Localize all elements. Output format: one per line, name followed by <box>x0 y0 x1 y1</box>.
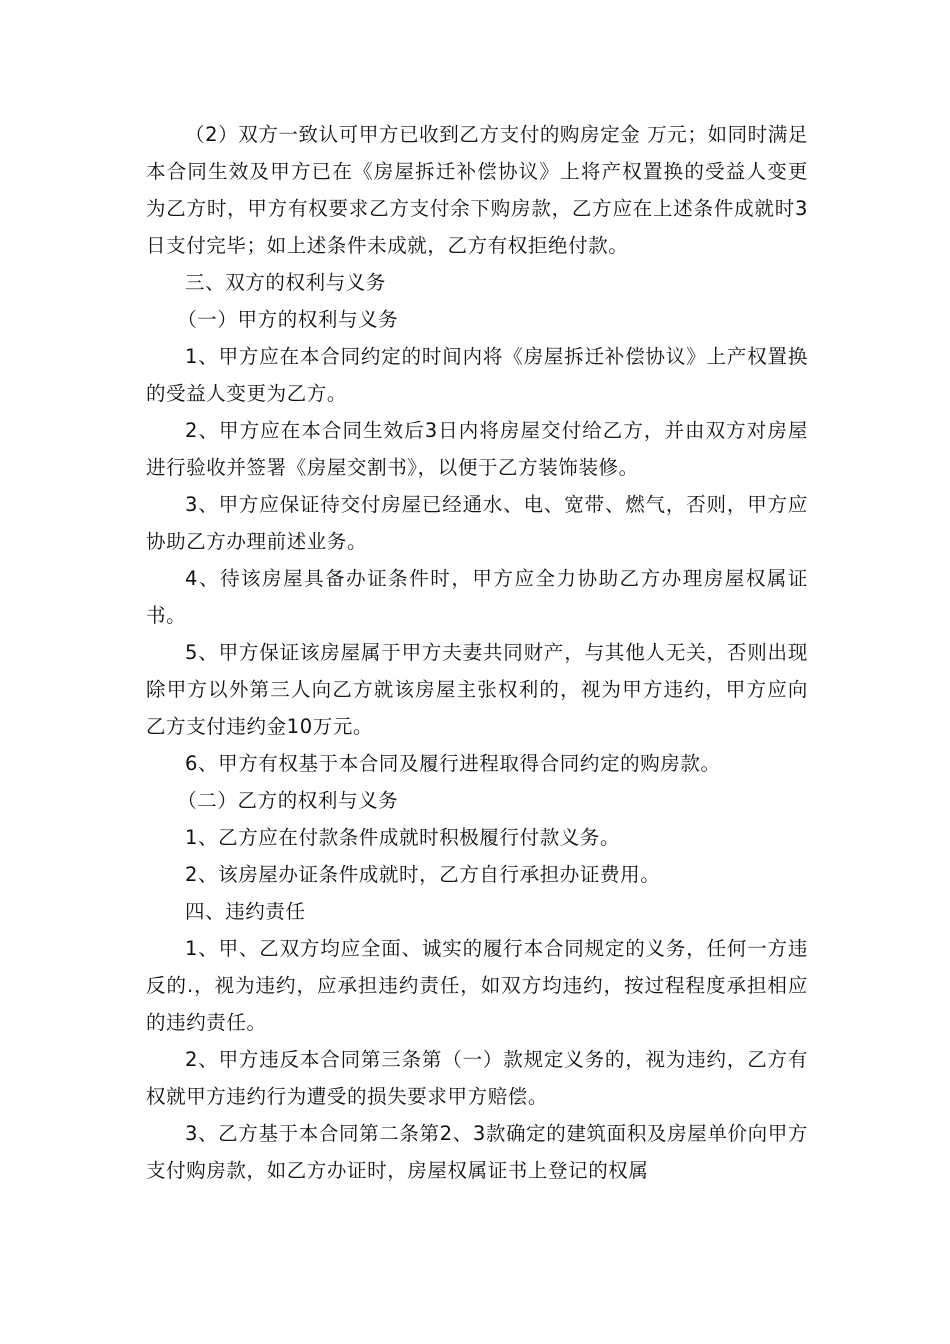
clause-a-6: 6、甲方有权基于本合同及履行进程取得合同约定的购房款。 <box>185 752 721 775</box>
clause-a-2: 2、甲方应在本合同生效后3日内将房屋交付给乙方，并由双方对房屋进行验收并签署《房屋交割书》，以便于乙方装饰装修。 <box>146 419 808 479</box>
clause-a-5: 5、甲方保证该房屋属于甲方夫妻共同财产，与其他人无关，否则出现除甲方以外第三人向乙方就该房屋主张权利的，视为甲方违约，甲方应向乙方支付违约金10万元。 <box>146 641 808 738</box>
clause-b-1: 1、乙方应在付款条件成就时积极履行付款义务。 <box>185 826 621 849</box>
clause-breach-3: 3、乙方基于本合同第二条第2、3款确定的建筑面积及房屋单价向甲方支付购房款，如乙方办证时，房屋权属证书上登记的权属 <box>146 1122 808 1182</box>
clause-a-4: 4、待该房屋具备办证条件时，甲方应全力协助乙方办理房屋权属证书。 <box>146 567 808 627</box>
clause-a-1: 1、甲方应在本合同约定的时间内将《房屋拆迁补偿协议》上产权置换的受益人变更为乙方。 <box>146 345 808 405</box>
clause-breach-1: 1、甲、乙双方均应全面、诚实的履行本合同规定的义务，任何一方违反的.，视为违约，应承担违约责任，如双方均违约，按过程程度承担相应的违约责任。 <box>146 937 808 1034</box>
subheading-party-b: （二）乙方的权利与义务 <box>177 789 399 812</box>
heading-section-four: 四、违约责任 <box>185 900 306 923</box>
heading-section-three: 三、双方的权利与义务 <box>185 271 387 294</box>
subheading-party-a: （一）甲方的权利与义务 <box>177 308 399 331</box>
document-body <box>146 116 808 1189</box>
clause-b-2: 2、该房屋办证条件成就时，乙方自行承担办证费用。 <box>185 863 661 886</box>
clause-breach-2: 2、甲方违反本合同第三条第（一）款规定义务的，视为违约，乙方有权就甲方违约行为遭受的损失要求甲方赔偿。 <box>146 1048 808 1108</box>
clause-a-3: 3、甲方应保证待交付房屋已经通水、电、宽带、燃气，否则，甲方应协助乙方办理前述业务。 <box>146 493 808 553</box>
paragraph-down-payment: （2）双方一致认可甲方已收到乙方支付的购房定金 万元；如同时满足本合同生效及甲方已在《房屋拆迁补偿协议》上将产权置换的受益人变更为乙方时，甲方有权要求乙方支付余下购房款，乙方应在上述条件成就时3日支付完毕；如上述条件未成就，乙方有权拒绝付款。 <box>146 123 808 257</box>
